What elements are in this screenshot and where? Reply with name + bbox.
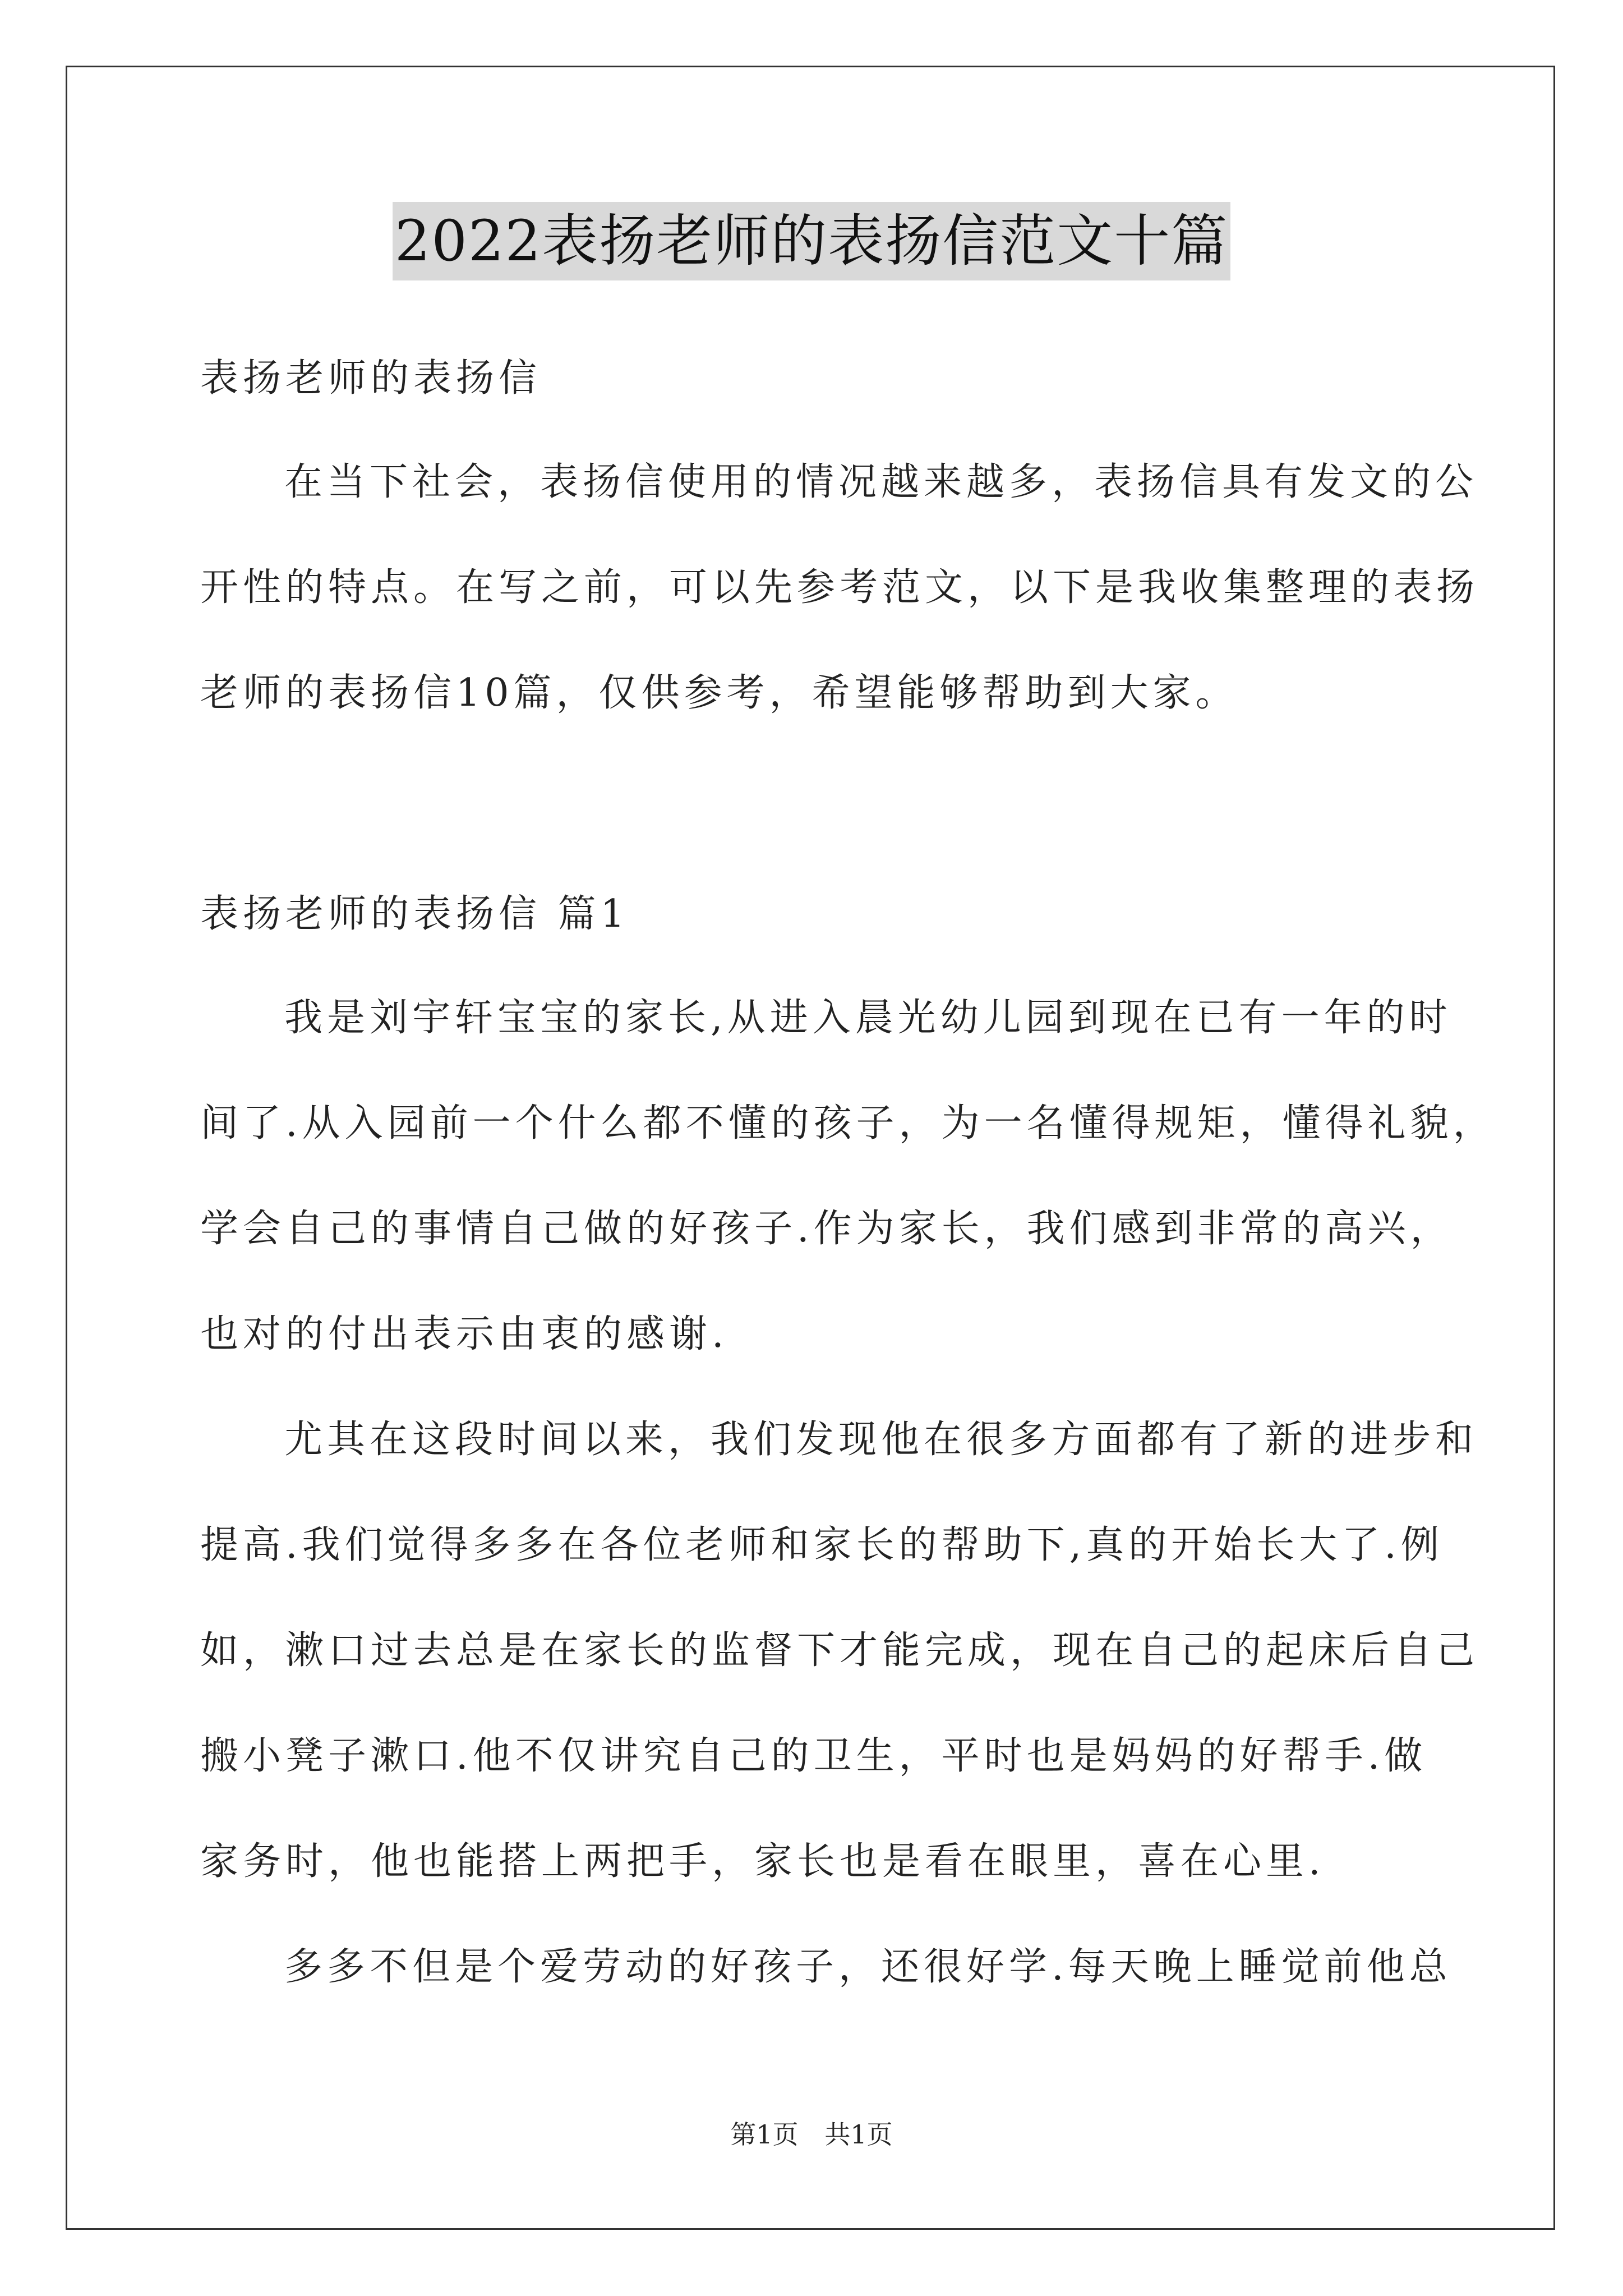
document-title: 2022表扬老师的表扬信范文十篇	[393, 202, 1231, 280]
page-footer	[0, 2118, 1623, 2151]
paragraph-line: 间了.从入园前一个什么都不懂的孩子，为一名懂得规矩，懂得礼貌，	[200, 1101, 1496, 1145]
intro-line: 在当下社会，表扬信使用的情况越来越多，表扬信具有发文的公	[284, 460, 1478, 504]
section-heading: 表扬老师的表扬信	[200, 356, 542, 401]
page-number-total: 共1页	[824, 2119, 893, 2150]
paragraph-line: 也对的付出表示由衷的感谢.	[200, 1312, 728, 1356]
paragraph-line: 尤其在这段时间以来，我们发现他在很多方面都有了新的进步和	[284, 1418, 1478, 1462]
paragraph-line: 我是刘宇轩宝宝的家长,从进入晨光幼儿园到现在已有一年的时	[284, 996, 1452, 1040]
paragraph-line: 学会自己的事情自己做的好孩子.作为家长，我们感到非常的高兴，	[200, 1207, 1453, 1251]
paragraph-line: 提高.我们觉得多多在各位老师和家长的帮助下,真的开始长大了.例	[200, 1523, 1444, 1567]
paragraph-line: 多多不但是个爱劳动的好孩子，还很好学.每天晚上睡觉前他总	[284, 1945, 1452, 1989]
paragraph-line: 搬小凳子漱口.他不仅讲究自己的卫生，平时也是妈妈的好帮手.做	[200, 1734, 1427, 1778]
intro-line: 老师的表扬信10篇，仅供参考，希望能够帮助到大家。	[200, 671, 1238, 715]
intro-line: 开性的特点。在写之前，可以先参考范文，以下是我收集整理的表扬	[200, 565, 1479, 610]
paragraph-line: 家务时，他也能搭上两把手，家长也是看在眼里，喜在心里.	[200, 1839, 1325, 1884]
page-number-current: 第1页	[730, 2119, 799, 2150]
title-container	[0, 202, 1623, 280]
letter-heading: 表扬老师的表扬信 篇1	[200, 892, 629, 936]
paragraph-line: 如，漱口过去总是在家长的监督下才能完成，现在自己的起床后自己	[200, 1628, 1479, 1673]
